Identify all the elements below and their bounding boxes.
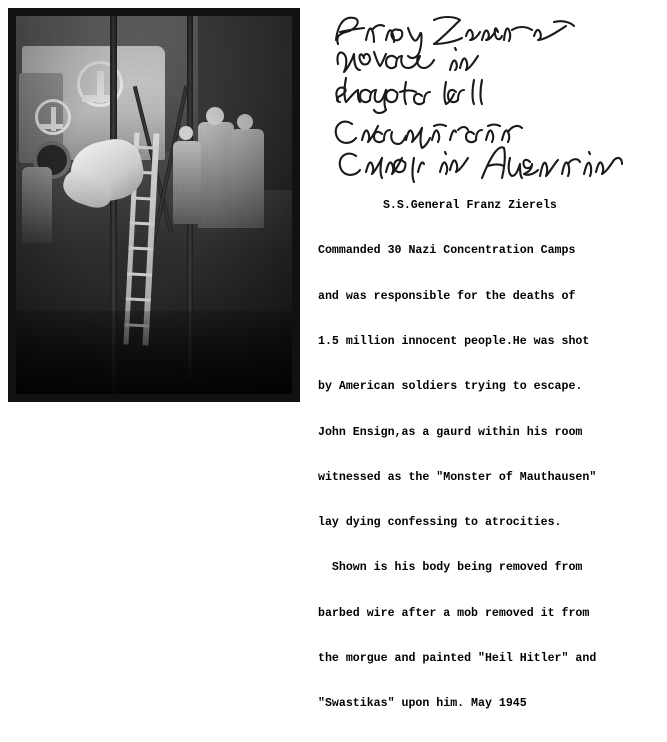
caption-line: Commanded 30 Nazi Concentration Camps — [318, 244, 576, 258]
caption-line: lay dying confessing to atrocities. — [318, 516, 562, 530]
photograph — [8, 8, 300, 402]
caption-line: by American soldiers trying to escape. — [318, 380, 583, 394]
caption-line: witnessed as the "Monster of Mauthausen" — [318, 470, 597, 484]
typed-caption — [318, 168, 664, 742]
photograph-image — [16, 16, 292, 394]
caption-sheet — [308, 0, 667, 711]
handwritten-note — [322, 6, 652, 166]
caption-line: "Swastikas" upon him. May 1945 — [318, 697, 527, 711]
caption-line: 1.5 million innocent people.He was shot — [318, 335, 590, 349]
caption-line: barbed wire after a mob removed it from — [318, 606, 590, 620]
caption-line: John Ensign,as a gaurd within his room — [318, 425, 583, 439]
caption-line: the morgue and painted "Heil Hitler" and — [318, 652, 597, 665]
caption-line: Shown is his body being removed from — [318, 561, 583, 575]
caption-line: S.S.General Franz Zierels — [355, 199, 557, 213]
caption-line: and was responsible for the deaths of — [318, 289, 576, 303]
handwriting-svg — [322, 6, 652, 166]
photo-vignette — [16, 16, 292, 394]
